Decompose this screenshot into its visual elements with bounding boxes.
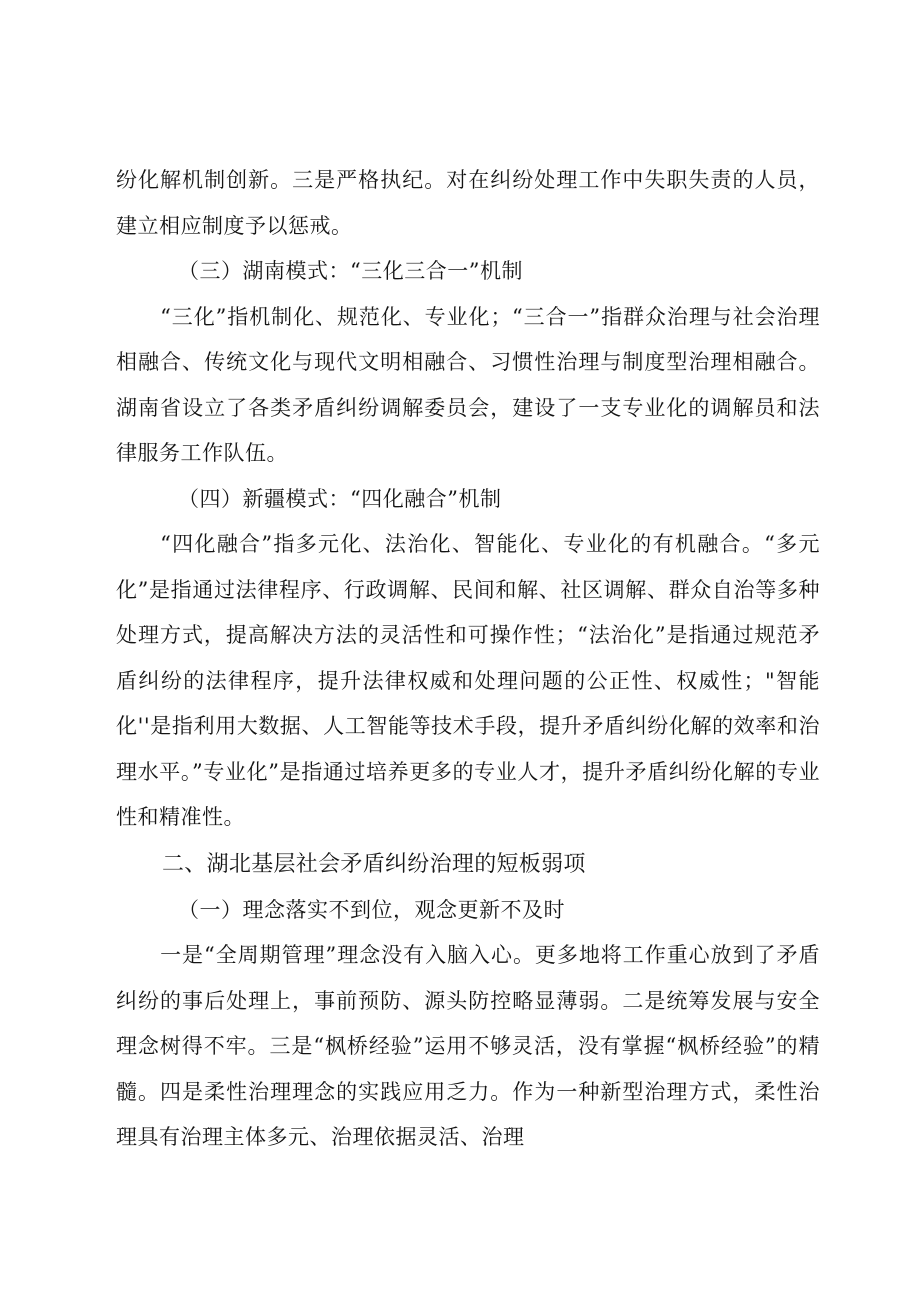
section-heading-hubei-shortcomings: 二、湖北基层社会矛盾纠纷治理的短板弱项 <box>162 851 586 877</box>
heading-hunan-model: （三）湖南模式：“三化三合一”机制 <box>178 259 523 283</box>
heading-concept-implementation: （一）理念落实不到位，观念更新不及时 <box>178 897 565 922</box>
paragraph-concept-implementation: 一是“全周期管理”理念没有入脑入心。更多地将工作重心放到了矛盾纠纷的事后处理上，事前预防、源头防控略显薄弱。二是统筹发展与安全理念树得不牢。三是“枫桥经验”运用不够灵活，没有掌握“枫桥经验”的精髓。四是柔性治理理念的实践应用乏力。作为一种新型治理方式，柔性治理具有治理主体多元、治理依据灵活、治理 <box>116 943 820 1149</box>
paragraph-continuation: 纷化解机制创新。三是严格执纪。对在纠纷处理工作中失职失责的人员，建立相应制度予以惩戒。 <box>116 168 820 238</box>
paragraph-hunan-model: “三化”指机制化、规范化、专业化；“三合一”指群众治理与社会治理相融合、传统文化与现代文明相融合、习惯性治理与制度型治理相融合。湖南省设立了各类矛盾纠纷调解委员会，建设了一支专业化的调解员和法律服务工作队伍。 <box>116 304 820 465</box>
paragraph-xinjiang-model: “四化融合”指多元化、法治化、智能化、专业化的有机融合。“多元化”是指通过法律程序、行政调解、民间和解、社区调解、群众自治等多种处理方式，提高解决方法的灵活性和可操作性；“法治化”是指通过规范矛盾纠纷的法律程序，提升法律权威和处理问题的公正性、权威性；"智能化''是指利用大数据、人工智能等技术手段，提升矛盾纠纷化解的效率和治理水平。”专业化”是指通过培养更多的专业人才，提升矛盾纠纷化解的专业性和精准性。 <box>116 532 820 829</box>
document-body <box>116 158 820 1161</box>
heading-xinjiang-model: （四）新疆模式：“四化融合”机制 <box>178 486 502 511</box>
